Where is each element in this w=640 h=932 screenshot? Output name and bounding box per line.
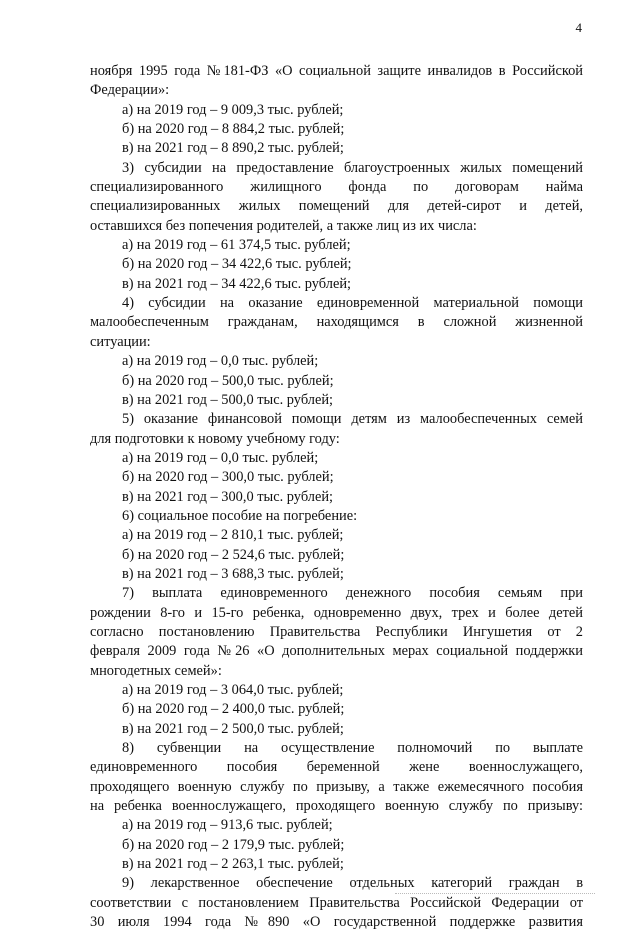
- text-line: 8) субвенции на осуществление полномочий по выплате: [122, 740, 583, 757]
- list-item: а) на 2019 год – 3 064,0 тыс. рублей;: [122, 682, 344, 698]
- text-line: проходящего военную службу по призыву, а также ежемесячного пособия: [90, 778, 583, 795]
- text-line: 6) социальное пособие на погребение:: [122, 507, 358, 524]
- list-item: в) на 2021 год – 34 422,6 тыс. рублей;: [122, 275, 352, 292]
- page-number: 4: [575, 20, 582, 35]
- text-line: для подготовки к новому учебному году:: [90, 430, 340, 447]
- text-line: на ребенка военнослужащего, проходящего военную службу по призыву:: [90, 798, 583, 815]
- text-line: 4) субсидии на оказание единовременной материальной помощи: [122, 295, 583, 312]
- text-line: специализированного жилищного фонда по договорам найма: [90, 179, 583, 196]
- list-item: б) на 2020 год – 2 524,6 тыс. рублей;: [122, 546, 345, 563]
- list-item: а) на 2019 год – 0,0 тыс. рублей;: [122, 353, 319, 370]
- list-item: б) на 2020 год – 300,0 тыс. рублей;: [122, 469, 334, 486]
- list-item: б) на 2020 год – 8 884,2 тыс. рублей;: [122, 121, 345, 138]
- list-item: в) на 2021 год – 2 500,0 тыс. рублей;: [122, 720, 344, 737]
- scan-artifact: [395, 893, 595, 897]
- text-line: 3) субсидии на предоставление благоустроенных жилых помещений: [122, 159, 583, 176]
- list-item: б) на 2020 год – 34 422,6 тыс. рублей;: [122, 256, 352, 273]
- text-line: единовременного пособия беременной жене военнослужащего,: [90, 759, 583, 776]
- text-line: соответствии с постановлением Правительства Российской Федерации от: [90, 894, 583, 911]
- list-item: в) на 2021 год – 3 688,3 тыс. рублей;: [122, 565, 344, 582]
- list-item: а) на 2019 год – 9 009,3 тыс. рублей;: [122, 101, 344, 118]
- text-line: 30 июля 1994 года №890 «О государственной поддержке развития: [90, 914, 583, 931]
- text-line: малообеспеченным гражданам, находящимся в сложной жизненной: [90, 314, 583, 331]
- text-line: специализированных жилых помещений для детей-сирот и детей,: [90, 198, 583, 215]
- list-item: б) на 2020 год – 2 179,9 тыс. рублей;: [122, 836, 345, 853]
- document-body: [90, 62, 583, 932]
- text-line: февраля 2009 года №26 «О дополнительных мерах социальной поддержки: [90, 643, 583, 660]
- text-line: многодетных семей»:: [90, 662, 222, 679]
- text-line: согласно постановлению Правительства Республики Ингушетия от 2: [90, 623, 583, 640]
- list-item: б) на 2020 год – 2 400,0 тыс. рублей;: [122, 701, 345, 718]
- list-item: в) на 2021 год – 300,0 тыс. рублей;: [122, 488, 334, 505]
- text-line: ситуации:: [90, 333, 151, 350]
- list-item: а) на 2019 год – 2 810,1 тыс. рублей;: [122, 527, 344, 544]
- text-line: рождении 8-го и 15-го ребенка, одновременно двух, трех и более детей: [90, 604, 583, 621]
- list-item: б) на 2020 год – 500,0 тыс. рублей;: [122, 372, 334, 389]
- text-line: Федерации»:: [90, 82, 170, 99]
- text-line: 5) оказание финансовой помощи детям из малообеспеченных семей: [122, 411, 583, 428]
- list-item: в) на 2021 год – 8 890,2 тыс. рублей;: [122, 140, 344, 157]
- text-line: 9) лекарственное обеспечение отдельных категорий граждан в: [122, 875, 583, 892]
- text-line: 7) выплата единовременного денежного пособия семьям при: [122, 585, 583, 602]
- list-item: а) на 2019 год – 0,0 тыс. рублей;: [122, 449, 319, 466]
- list-item: а) на 2019 год – 61 374,5 тыс. рублей;: [122, 237, 351, 254]
- text-line: оставшихся без попечения родителей, а также лиц из их числа:: [90, 217, 477, 234]
- list-item: а) на 2019 год – 913,6 тыс. рублей;: [122, 817, 333, 834]
- list-item: в) на 2021 год – 2 263,1 тыс. рублей;: [122, 856, 344, 873]
- text-line: ноября 1995 года №181-ФЗ «О социальной защите инвалидов в Российской: [90, 63, 583, 79]
- list-item: в) на 2021 год – 500,0 тыс. рублей;: [122, 391, 334, 408]
